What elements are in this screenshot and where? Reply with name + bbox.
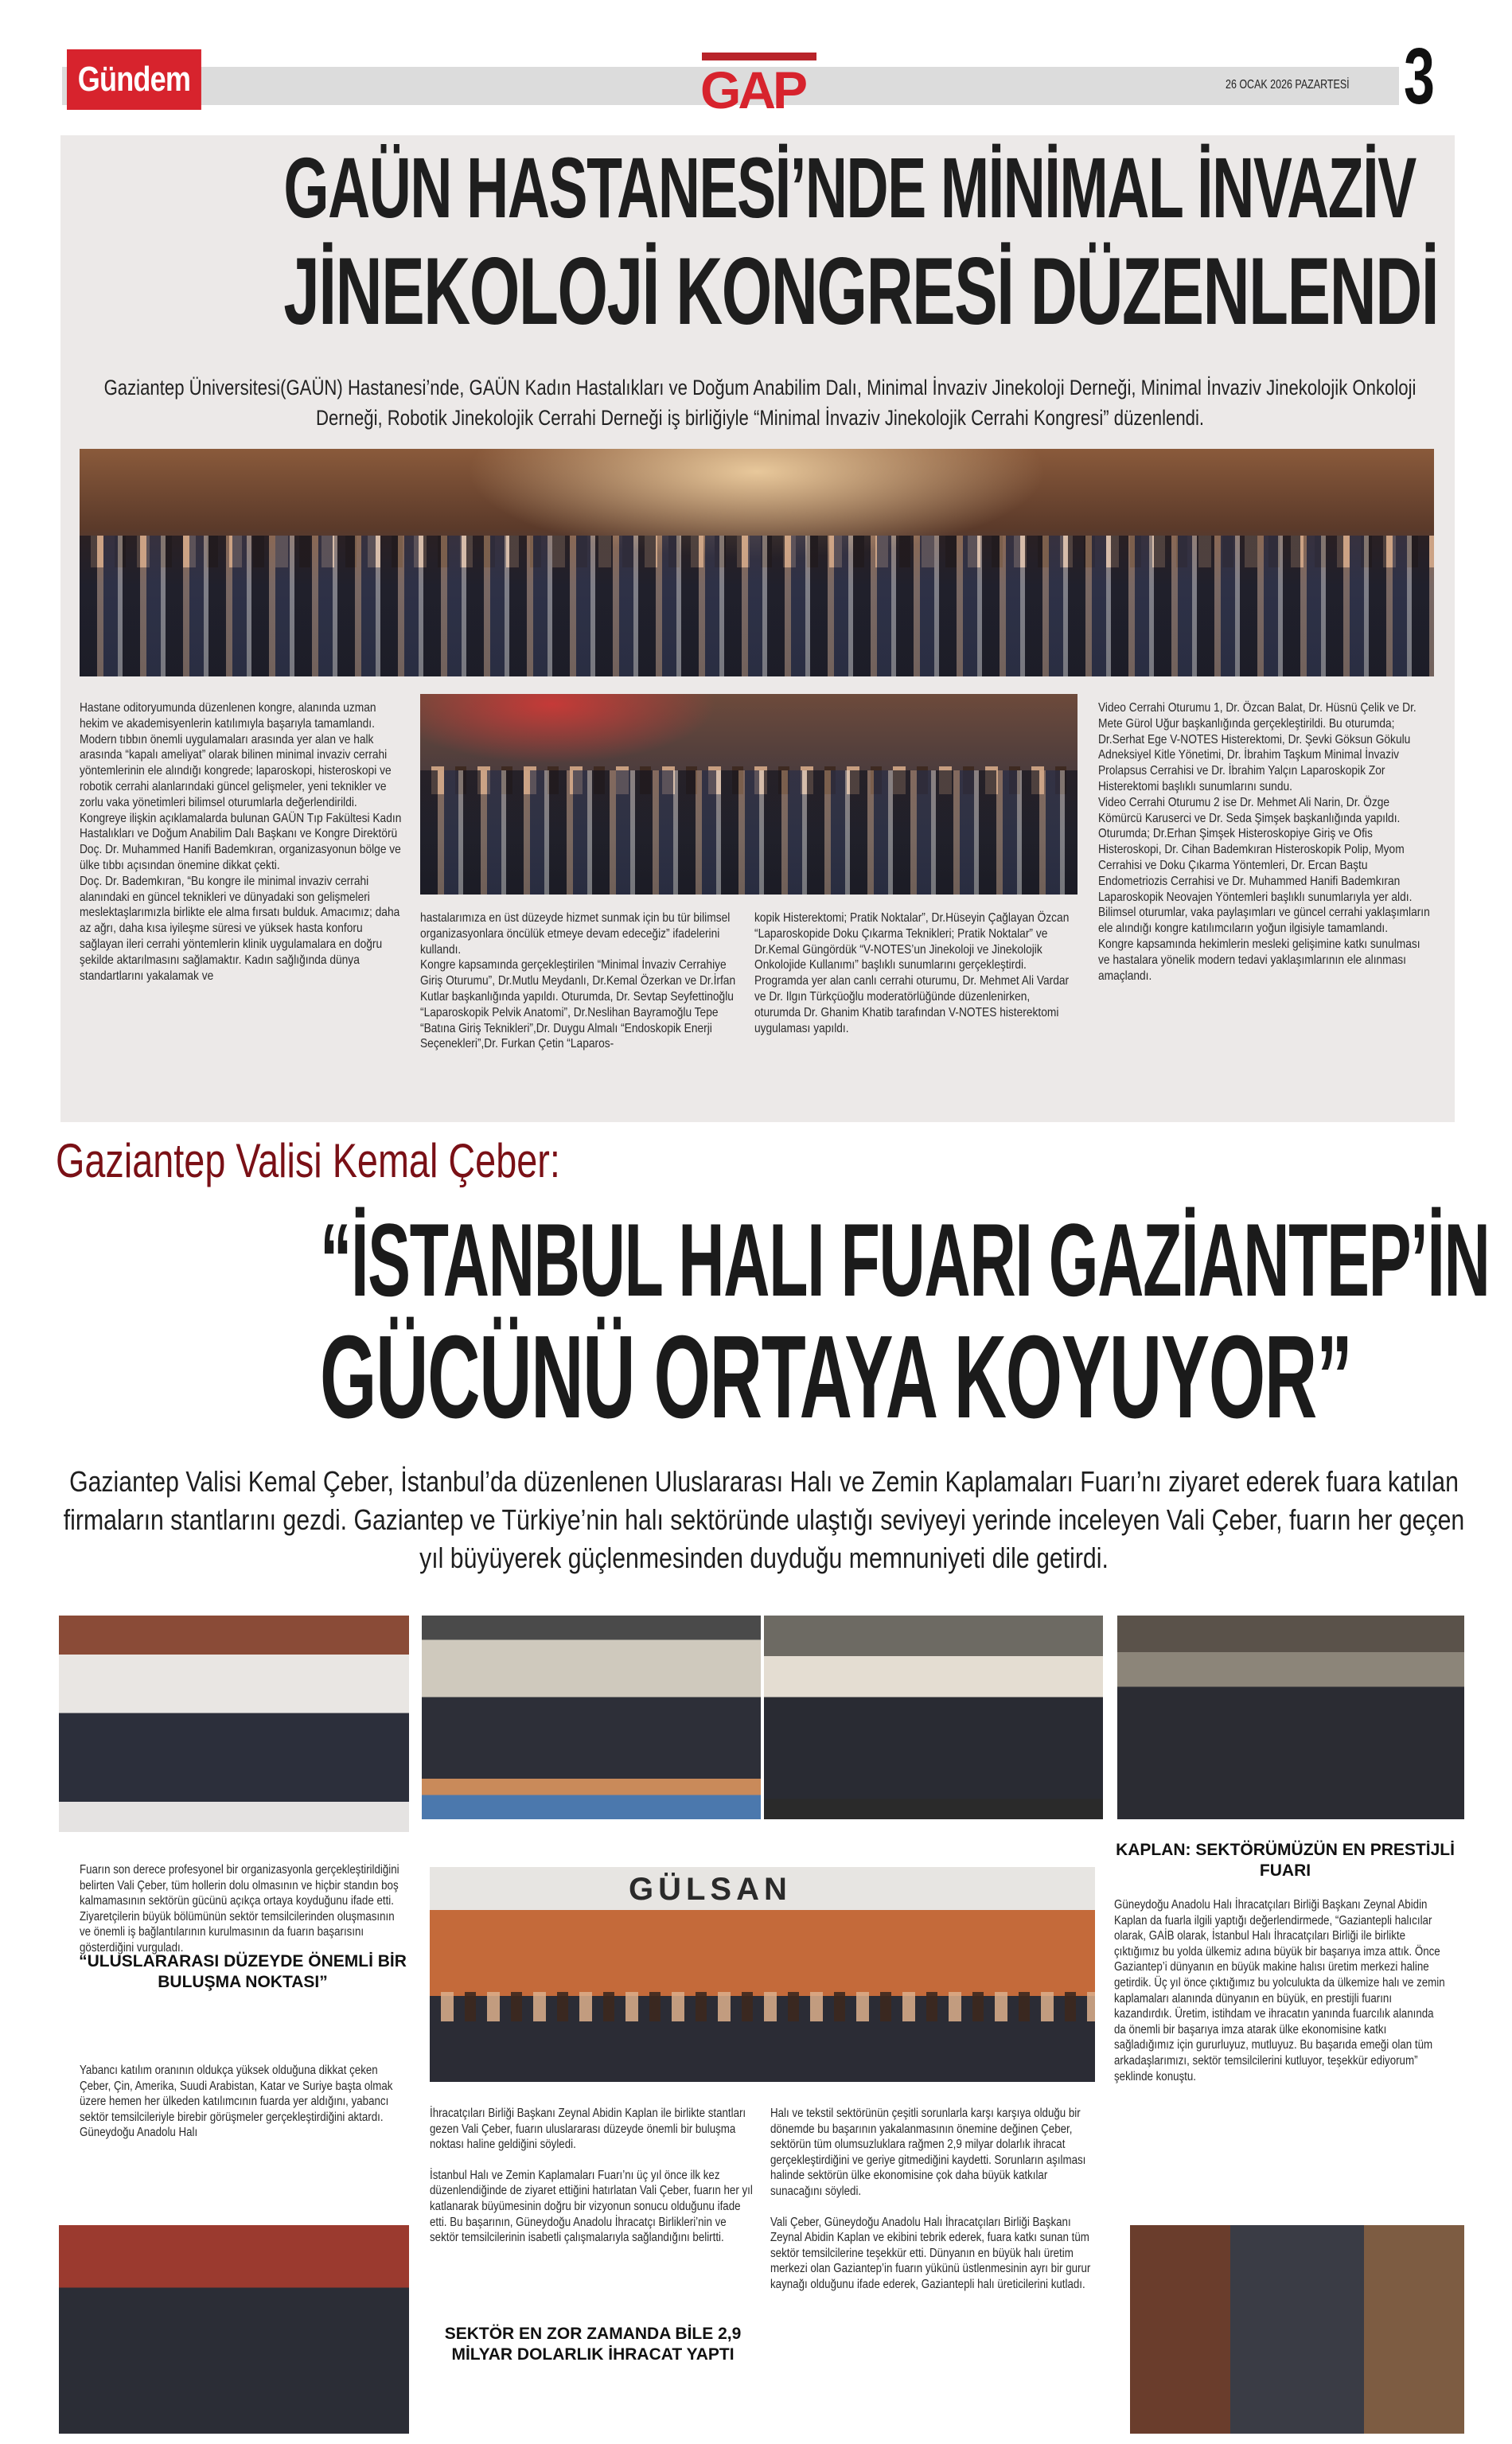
subhead-kaplan: KAPLAN: SEKTÖRÜMÜZÜN EN PRESTİJLİ FUARI bbox=[1116, 1841, 1455, 1880]
subhead-sektor: SEKTÖR EN ZOR ZAMANDA BİLE 2,9 MİLYAR DOLARLIK İHRACAT YAPTI bbox=[444, 2325, 742, 2364]
photo-people-row bbox=[80, 536, 1434, 676]
fair-photo-4 bbox=[1117, 1616, 1464, 1819]
article1-headline-line2: JİNEKOLOJİ KONGRESİ DÜZENLENDİ bbox=[283, 238, 1439, 345]
article2-body-2 bbox=[80, 2063, 407, 2141]
paragraph: Video Cerrahi Oturumu 1, Dr. Özcan Balat, Dr. Hüsnü Çelik ve Dr. Mete Gürol Uğur başkanlığında gerçekleştirildi. Bu oturumda; Dr.Serhat Ege V-NOTES Histerektomi, Dr. Şevki Göksun Gökulu Adneksiyel Kitle Yönetimi, Dr. İbrahim Taşkum Minimal İnvaziv Prolapsus Cerrahisi ve Dr. İbrahim Yalçın Laparoskopik Zor Histerektomi başlıklı sunumlarını sundu. bbox=[1098, 701, 1417, 793]
paragraph: Modern tıbbın önemli uygulamaları arasında yer alan ve halk arasında “kapalı ameliyat” olarak bilinen minimal invaziv cerrahi yöntemlerinin ele alındığı kongrede; laparoskopi, histeroskopi ve robotik cerrahi alanlarındaki güncel gelişmeler, yeni teknikler ve zorlu vaka yönetimleri bilimsel oturumlarla değerlendirildi. bbox=[80, 732, 392, 809]
article2-headline-line1: “İSTANBUL HALI FUARI GAZİANTEP’İN bbox=[320, 1202, 1490, 1318]
article2-lead-text: Gaziantep Valisi Kemal Çeber, İstanbul’da düzenlenen Uluslararası Halı ve Zemin Kaplamaları Fuarı’nı ziyaret ederek fuara katılan firmaların stantlarını gezdi. Gaziantep ve Türkiye’nin halı sektöründe ulaştığı seviyeyi yerinde inceleyen Vali Çeber, fuarın her geçen yıl büyüyerek güçlenmesinden duyduğu memnuniyeti dile getirdi. bbox=[63, 1465, 1465, 1574]
paragraph: Kongre kapsamında hekimlerin mesleki gelişimine katkı sunulması ve hastalara yönelik modern tedavi yaklaşımlarının ele alınması amaçlandı. bbox=[1098, 937, 1420, 983]
paragraph: kopik Histerektomi; Pratik Noktalar”, Dr.Hüseyin Çağlayan Özcan “Laparoskopide Doku Çıkarma Teknikleri; Pratik Noktalar” ve Dr.Kemal Güngördük “V-NOTES’un Jinekoloji ve Jinekolojik Onkolojide Kullanımı” başlıklı sunumlarını gerçekleştirdi. bbox=[754, 911, 1070, 973]
paragraph: Video Cerrahi Oturumu 2 ise Dr. Mehmet Ali Narin, Dr. Özge Kömürcü Karuserci ve Dr. Seda Şimşek başkanlığında yapıldı. Oturumda; Dr.Erhan Şimşek Histeroskopiye Giriş ve Ofis Histeroskopi, Dr. Cihan Bademkıran Histeroskopik Polip, Myom Cerrahisi ve Doku Çıkarma Yöntemleri, Dr. Ercan Baştu Endometriozis Cerrahisi ve Dr. Muhammed Hanifi Bademkıran Laparoskopik Neovajen Yöntemleri başlıklı sunumlarıyla yer aldı. bbox=[1098, 795, 1413, 904]
photo-people-row bbox=[420, 770, 1077, 895]
paragraph: Vali Çeber, Güneydoğu Anadolu Halı İhracatçıları Birliği Başkanı Zeynal Abidin Kaplan ve ekibini tebrik ederek, fuara katkı sunan tüm sektör temsilcilerine teşekkür etti. Dünyanın en büyük halı üretim merkezi olan Gaziantep’in fuarın yükünü üstlenmesinin ayrı bir gurur kaynağı olduğunu ifade ederek, Gaziantepli halı üreticilerini kutladı. bbox=[770, 2215, 1091, 2291]
conference-group-photo-2 bbox=[420, 694, 1077, 895]
article2-headline-line2: GÜCÜNÜ ORTAYA KOYUYOR” bbox=[320, 1312, 1352, 1443]
fair-photo-2 bbox=[422, 1616, 761, 1819]
handshake-photo bbox=[1130, 2225, 1464, 2434]
article2-body-3 bbox=[430, 2106, 758, 2246]
gulsan-stand-photo bbox=[430, 1867, 1095, 2082]
logo-text: GAP bbox=[700, 60, 805, 119]
paragraph: Kongre kapsamında gerçekleştirilen “Minimal İnvaziv Cerrahiye Giriş Oturumu”, Dr.Mutlu Meydanlı, Dr.Kemal Özerkan ve Dr.İrfan Kutlar başkanlığında yapıldı. Oturumda, Dr. Sevtap Seyfettinoğlu “Laparoskopik Pelvik Anatomi”, Dr.Neslihan Bayramoğlu Tepe “Batına Giriş Teknikleri”,Dr. Duygu Almalı “Endoskopik Enerji Seçenekleri”,Dr. Furkan Çetin “Laparos- bbox=[420, 958, 736, 1051]
conference-group-photo bbox=[80, 449, 1434, 676]
paragraph: İstanbul Halı ve Zemin Kaplamaları Fuarı’nı üç yıl önce ilk kez düzenlendiğinde de ziyaret ettiğini hatırlatan Vali Çeber, fuarın her yıl katlanarak büyümesinin doğru bir vizyonun sonucu olduğunu ifade etti. Bu başarının, Güneydoğu Anadolu İhracatçı Birlikleri’nin ve sektör temsilcilerinin isabetli çalışmalarıyla sağlandığını belirtti. bbox=[430, 2168, 753, 2245]
newspaper-logo bbox=[700, 53, 818, 124]
paragraph: Fuarın son derece profesyonel bir organizasyonla gerçekleştirildiğini belirten Vali Çeber, tüm hollerin dolu olmasının ve hiçbir standın boş kalmamasının sektörün gücünü açıkça ortaya koyduğunu ifade etti. Ziyaretçilerin büyük bölümünün sektör temsilcilerinden oluşmasının ve önemli iş bağlantılarının kurulmasının da fuarın başarısını gösterdiğini vurguladı. bbox=[80, 1863, 399, 1955]
article2-body-4 bbox=[770, 2106, 1098, 2293]
subhead-uluslararasi: “ULUSLARARASI DÜZEYDE ÖNEMLİ BİR BULUŞMA NOKTASI” bbox=[79, 1952, 407, 1991]
article1-lead-text: Gaziantep Üniversitesi(GAÜN) Hastanesi’nde, GAÜN Kadın Hastalıkları ve Doğum Anabilim Dalı, Minimal İnvaziv Jinekoloji Derneği, Minimal İnvaziv Jinekolojik Onkoloji Derneği, Robotik Jinekolojik Cerrahi Derneği iş birliğiyle “Minimal İnvaziv Jinekolojik Cerrahi Kongresi” düzenlendi. bbox=[103, 376, 1417, 430]
paragraph: İhracatçıları Birliği Başkanı Zeynal Abidin Kaplan ile birlikte stantları gezen Vali Çeber, fuarın uluslararası düzeyde önemli bir buluşma noktası haline geldiğini söyledi. bbox=[430, 2107, 746, 2152]
page-number: 3 bbox=[1404, 32, 1435, 121]
article2-lead bbox=[63, 1463, 1465, 1577]
article1-column-1 bbox=[80, 700, 407, 984]
carpet-display-photo bbox=[59, 2225, 409, 2434]
paragraph: Kongreye ilişkin açıklamalarda bulunan GAÜN Tıp Fakültesi Kadın Hastalıkları ve Doğum Anabilim Dalı Başkanı ve Kongre Direktörü Doç. Dr. Muhammed Hanifi Bademkıran, organizasyonun bölge ve ülke tıbbı açısından önemine dikkat çekti. bbox=[80, 811, 402, 872]
paragraph: Hastane oditoryumunda düzenlenen kongre, alanında uzman hekim ve akademisyenlerin katılımıyla başarıyla tamamlandı. bbox=[80, 701, 376, 731]
paragraph: Doç. Dr. Bademkıran, “Bu kongre ile minimal invaziv cerrahi alanındaki en güncel teknikleri ve dünyadaki son gelişmeleri meslektaşlarımızla birlikte ele alma fırsatı bulduk. Amacımız; daha az ağrı, daha kısa iyileşme süresi ve yüksek hasta konforu sağlayan ileri cerrahi yöntemlerin klinik uygulamalara en doğru şekilde aktarılmasını sağlamaktır. Kadın sağlığında dünya standartlarını yakalamak ve bbox=[80, 874, 400, 983]
paragraph: Halı ve tekstil sektörünün çeşitli sorunlarla karşı karşıya olduğu bir dönemde bu başarının yakalanmasının önemine değinen Çeber, sektörün tüm olumsuzluklara rağmen 2,9 milyar dolarlık ihracat gerçekleştirdiğini ve geriye gitmediğini kaydetti. Sorunların aşılması halinde sektörün ülke ekonomisine çok daha büyük katkılar sunacağını söyledi. bbox=[770, 2107, 1086, 2198]
issue-date: 26 OCAK 2026 PAZARTESİ bbox=[1226, 78, 1350, 92]
article1-column-4 bbox=[1098, 700, 1432, 984]
article1-column-3 bbox=[754, 910, 1076, 1036]
paragraph: Programda yer alan canlı cerrahi oturumu, Dr. Mehmet Ali Vardar ve Dr. Ilgın Türkçüoğlu moderatörlüğünde düzenlenirken, oturumda Dr. Ghanim Khatib tarafından V-NOTES histerektomi uygulaması yapıldı. bbox=[754, 974, 1070, 1035]
paragraph: hastalarımıza en üst düzeyde hizmet sunmak için bu tür bilimsel organizasyonlara öncülük etmeye devam edeceğiz” ifadelerini kullandı. bbox=[420, 911, 731, 957]
article2-kicker: Gaziantep Valisi Kemal Çeber: bbox=[56, 1134, 560, 1187]
photo-people-heads bbox=[430, 1992, 1095, 2022]
article2-body-1 bbox=[80, 1862, 407, 1956]
section-label: Gündem bbox=[67, 49, 201, 110]
fair-photo-1 bbox=[59, 1616, 409, 1832]
fair-photo-3 bbox=[764, 1616, 1103, 1819]
paragraph: Yabancı katılım oranının oldukça yüksek olduğuna dikkat çeken Çeber, Çin, Amerika, Suudi Arabistan, Katar ve Suriye başta olmak üzere hemen her ülkeden katılımcının fuarda yer aldığını, yabancı sektör temsilcileriyle birebir görüşmeler gerçekleştirdiğini aktardı. Güneydoğu Anadolu Halı bbox=[80, 2064, 393, 2140]
article2-body-5 bbox=[1114, 1897, 1448, 2084]
logo-top-strip bbox=[702, 53, 816, 60]
paragraph: Güneydoğu Anadolu Halı İhracatçıları Birliği Başkanı Zeynal Abidin Kaplan da fuarla ilgili yaptığı değerlendirmede, “Gaziantepli halıcılar olarak, GAİB olarak, İstanbul Halı İhracatçıları Birliği ile birlikte çıktığımız bu yolda ülkemiz adına büyük bir başarıya imza attık. Önce Gaziantep’i dünyanın en büyük makine halısı üretim merkezi haline getirdik. Üç yıl önce çıktığımız bu yolculukta da ülkemize halı ve zemin kaplamaları alanında dünyanın en büyük, en prestijli fuarını kazandırdık. Üretim, istihdam ve ihracatın yanında fuarcılık alanında da önemli bir başarıya imza atarak ülke ekonomisine katkı sağladığımız için gururluyuz, mutluyuz. Bu başarıda emeği olan tüm arkadaşlarımızı, sektör temsilcilerini kutluyor, teşekkür ediyorum” şeklinde konuştu. bbox=[1114, 1898, 1445, 2083]
article1-lead bbox=[103, 372, 1417, 433]
article1-column-2 bbox=[420, 910, 742, 1052]
stand-sign: GÜLSAN bbox=[629, 1872, 792, 1907]
article1-headline-line1: GAÜN HASTANESİ’NDE MİNİMAL İNVAZİV bbox=[283, 139, 1416, 236]
paragraph: Bilimsel oturumlar, vaka paylaşımları ve güncel cerrahi yaklaşımların ele alındığı kongre katılımcıların yoğun ilgisiyle tamamlandı. bbox=[1098, 906, 1430, 936]
